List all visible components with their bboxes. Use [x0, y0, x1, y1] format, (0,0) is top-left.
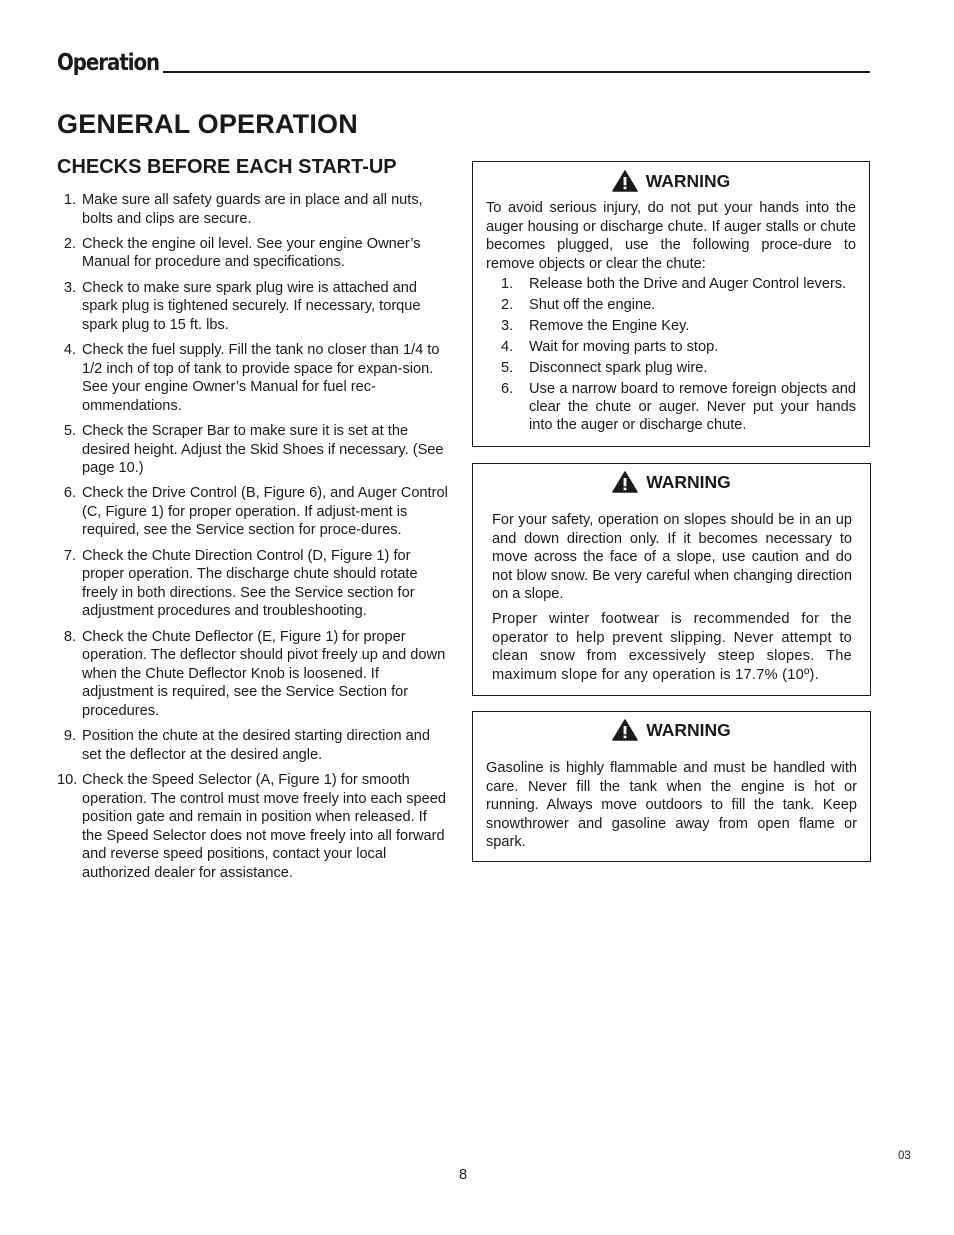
warning-box-hands [472, 161, 870, 447]
list-item-text: Use a narrow board to remove foreign objects and clear the chute or auger. Never put your hands into the auger or discharge chute. [529, 381, 856, 433]
checks-title: CHECKS BEFORE EACH START-UP [57, 156, 397, 178]
list-item-text: Remove the Engine Key. [529, 318, 690, 334]
list-item-number: 6. [63, 485, 76, 502]
list-item [57, 628, 449, 721]
list-item [501, 275, 856, 293]
list-item [57, 279, 449, 335]
list-item-number: 2. [501, 297, 514, 313]
list-item-number: 5. [63, 422, 76, 439]
list-item-number: 4. [501, 339, 514, 355]
warning-title: WARNING [646, 471, 731, 492]
warning-box-slopes [472, 463, 871, 696]
page-code: 03 [898, 1150, 911, 1162]
list-item [57, 191, 449, 228]
list-item-text: Shut off the engine. [529, 297, 656, 313]
warning-header [473, 719, 870, 743]
list-item-number: 4. [63, 341, 76, 358]
list-item-number: 3. [63, 279, 76, 296]
list-item-text: Check the Scraper Bar to make sure it is set at the desired height. Adjust the Skid Shoes if necessary. (See page 10.) [82, 422, 444, 477]
page-title: GENERAL OPERATION [57, 109, 358, 139]
list-item-text: Release both the Drive and Auger Control levers. [529, 276, 847, 292]
list-item-number: 8. [63, 628, 76, 645]
list-item [57, 547, 449, 621]
section-header [57, 50, 870, 76]
list-item-text: Check the Chute Deflector (E, Figure 1) for proper operation. The deflector should pivot freely up and down when the Chute Deflector Knob is loosened. If adjustment is required, see the Service Section for procedures. [82, 628, 446, 719]
list-item-number: 1. [501, 276, 514, 292]
list-item [57, 771, 449, 883]
list-item-number: 5. [501, 360, 514, 376]
list-item [57, 727, 449, 764]
page-number: 8 [458, 1167, 468, 1183]
header-rule [163, 71, 870, 73]
warning-title: WARNING [646, 719, 731, 740]
list-item [57, 235, 449, 272]
list-item [57, 484, 449, 540]
list-item-text: Position the chute at the desired starting direction and set the deflector at the desired angle. [82, 728, 431, 763]
checks-list [57, 191, 449, 889]
list-item [501, 296, 856, 314]
list-item-number: 1. [63, 192, 76, 208]
warning-triangle-icon [612, 170, 638, 192]
list-item-text: Check the Chute Direction Control (D, Figure 1) for proper operation. The discharge chute should rotate freely in both directions. See the Service section for adjustment procedures and troubleshooting. [82, 547, 418, 620]
list-item-number: 6. [501, 381, 514, 397]
warning-header [473, 471, 870, 495]
list-item-text: Check to make sure spark plug wire is attached and spark plug is tightened securely. If necessary, torque spark plug to 15 ft. lbs. [82, 279, 421, 333]
list-item-text: Check the Speed Selector (A, Figure 1) for smooth operation. The control must move freely into each speed position gate and remain in position when released. If the Speed Selector does not move freely into all forward and reverse speed positions, contact your local authorized dealer for assistance. [82, 771, 446, 881]
list-item [501, 338, 856, 356]
warning-intro: To avoid serious injury, do not put your hands into the auger housing or discharge chute. If auger stalls or chute becomes plugged, use the following proce-dure to remove objects or clear the chute: [486, 200, 856, 272]
list-item-text: Check the Drive Control (B, Figure 6), and Auger Control (C, Figure 1) for proper operation. If adjust-ment is required, see the Service section for proce-dures. [82, 485, 448, 539]
section-label: Operation [57, 50, 160, 76]
warning-paragraph: Gasoline is highly flammable and must be handled with care. Never fill the tank when the engine is hot or running. Always move outdoors to fill the tank. Keep snowthrower and gasoline away from open flame or spark. [486, 760, 857, 851]
list-item-number: 7. [63, 547, 76, 564]
list-item [501, 359, 856, 377]
list-item-text: Make sure all safety guards are in place and all nuts, bolts and clips are secure. [82, 192, 423, 227]
list-item [57, 422, 449, 478]
list-item-text: Check the engine oil level. See your engine Owner’s Manual for procedure and specifications. [82, 235, 421, 271]
list-item-number: 10. [57, 771, 78, 788]
list-item-text: Disconnect spark plug wire. [529, 360, 708, 376]
list-item [501, 380, 856, 434]
warning-title: WARNING [645, 170, 731, 191]
warning-paragraph: For your safety, operation on slopes should be in an up and down direction only. If it becomes necessary to move across the face of a slope, use caution and do not blow snow. Be very careful when changing direction on a slope. [492, 512, 852, 603]
list-item [501, 317, 856, 335]
warning-triangle-icon [612, 719, 638, 741]
list-item [57, 341, 449, 415]
list-item-number: 3. [501, 318, 514, 334]
list-item-number: 9. [63, 728, 76, 745]
list-item-text: Wait for moving parts to stop. [529, 339, 719, 355]
warning-header [473, 170, 869, 194]
warning-box-gasoline [472, 711, 871, 862]
warning-triangle-icon [612, 471, 638, 493]
list-item-number: 2. [63, 235, 76, 252]
list-item-text: Check the fuel supply. Fill the tank no closer than 1/4 to 1/2 inch of top of tank to provide space for expan-sion. See your engine Owner’s Manual for fuel rec-ommendations. [82, 341, 440, 414]
warning-steps [501, 275, 856, 437]
warning-paragraph: Proper winter footwear is recommended for the operator to help prevent slipping. Never attempt to clean snow from excessively steep slopes. The maximum slope for any operation is 17.7% (10º). [492, 611, 852, 683]
